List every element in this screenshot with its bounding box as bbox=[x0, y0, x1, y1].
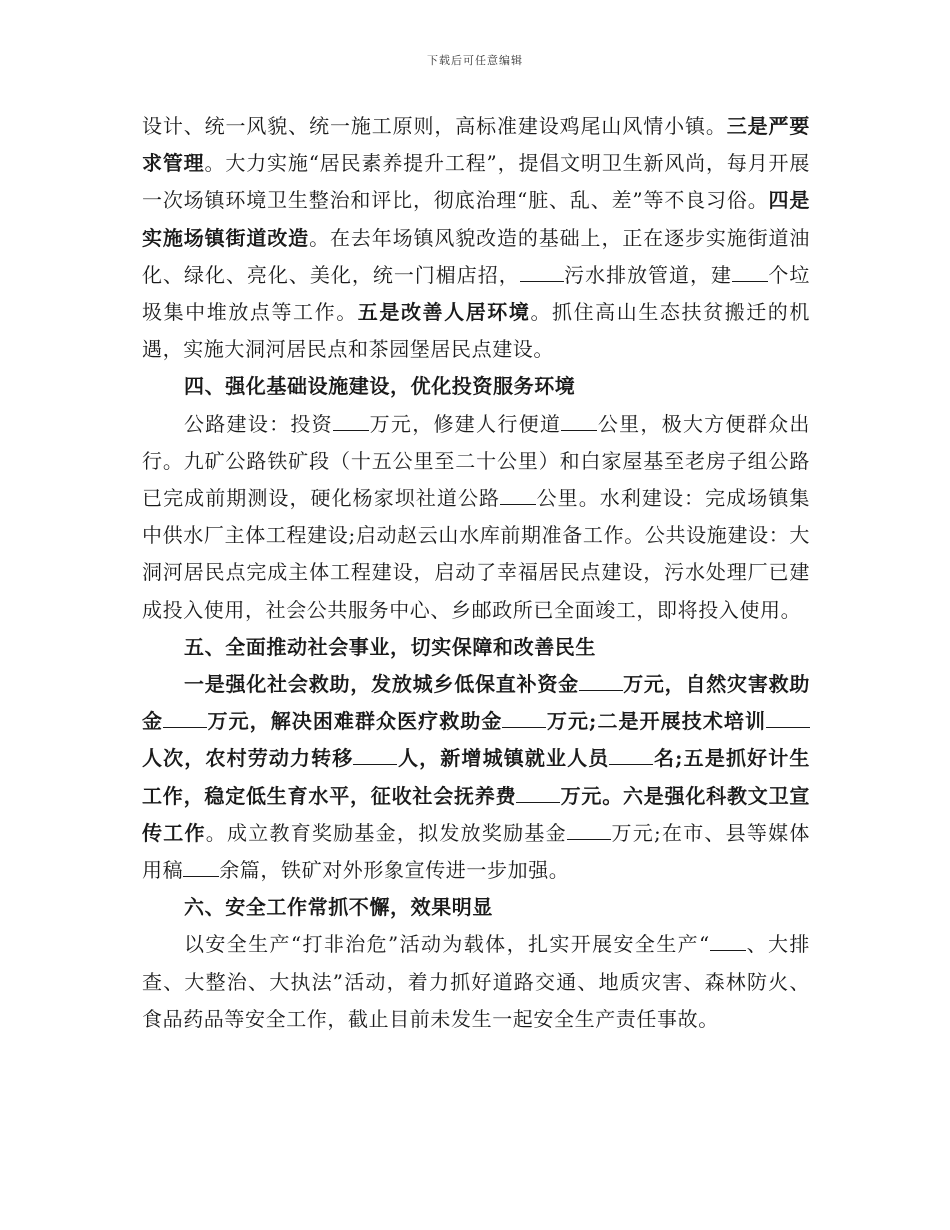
blank-underline bbox=[333, 412, 369, 431]
paragraph-infrastructure bbox=[142, 406, 810, 629]
blank-underline bbox=[516, 784, 560, 803]
bold-span: 四是实施场镇街道改造 bbox=[142, 188, 810, 250]
bold-span: 人次，农村劳动力转移 bbox=[142, 746, 354, 771]
text-span: 。在去年场镇风貌改造的基础上，正在逐步实施街道油化、绿化、亮化、美化，统一门楣店招， bbox=[142, 225, 810, 287]
bold-span: 名;五是抓好计生工作，稳定低生育水平，征收社会抚养费 bbox=[142, 746, 810, 808]
bold-span: 万元;二是开展技术培训 bbox=[546, 709, 767, 734]
bold-span: 万元。六是强化科教文卫宣传工作 bbox=[142, 783, 810, 845]
blank-underline bbox=[766, 709, 810, 728]
bold-span: 万元，自然灾害救助金 bbox=[142, 672, 810, 734]
blank-underline bbox=[183, 858, 219, 877]
blank-underline bbox=[353, 746, 397, 765]
section-heading-6: 六、安全工作常抓不懈，效果明显 bbox=[184, 895, 493, 920]
bold-span: 五是改善人居环境 bbox=[357, 300, 531, 325]
paragraph-safety bbox=[142, 926, 810, 1038]
text-span: 公里。水利建设：完成场镇集中供水厂主体工程建设;启动赵云山水库前期准备工作。公共设施建设：大洞河居民点完成主体工程建设，启动了幸福居民点建设，污水处理厂已建成投入使用，社会公共服务中心、乡邮政所已全面竣工，即将投入使用。 bbox=[142, 486, 810, 622]
blank-underline bbox=[520, 263, 564, 282]
text-span: 以安全生产“打非治危”活动为载体，扎实开展安全生产“ bbox=[184, 932, 710, 957]
text-span: 万元，修建人行便道 bbox=[368, 411, 562, 436]
blank-underline bbox=[163, 709, 207, 728]
text-span: 。大力实施“居民素养提升工程”，提倡文明卫生新风尚，每月开展一次场镇环境卫生整治和评比，彻底治理“脏、乱、差”等不良习俗。 bbox=[142, 151, 810, 213]
section-heading-4: 四、强化基础设施建设，优化投资服务环境 bbox=[184, 374, 576, 399]
bold-span: 一是强化社会救助，发放城乡低保直补资金 bbox=[184, 672, 579, 697]
blank-underline bbox=[732, 263, 768, 282]
text-span: 设计、统一风貌、统一施工原则，高标准建设鸡尾山风情小镇。 bbox=[142, 114, 727, 138]
section-heading-5: 五、全面推动社会事业，切实保障和改善民生 bbox=[184, 634, 596, 659]
text-span: 污水排放管道，建 bbox=[563, 262, 733, 287]
blank-underline bbox=[579, 672, 623, 691]
paragraph-town-construction bbox=[142, 108, 810, 368]
text-span: 余篇，铁矿对外形象宣传进一步加强。 bbox=[219, 858, 570, 883]
text-span: 公路建设：投资 bbox=[184, 411, 333, 436]
bold-span: 三是严要求管理 bbox=[142, 114, 810, 176]
text-span: 。抓住高山生态扶贫搬迁的机遇，实施大洞河居民点和茶园堡居民点建设。 bbox=[142, 300, 810, 362]
text-span: 、大排查、大整治、大执法”活动，着力抓好道路交通、地质灾害、森林防火、食品药品等安全工作，截止目前未发生一起安全生产责任事故。 bbox=[142, 932, 810, 1031]
text-span: 。成立教育奖励基金，拟发放奖励基金 bbox=[205, 820, 567, 845]
page-header-watermark: 下载后可任意编辑 bbox=[427, 54, 523, 67]
blank-underline bbox=[561, 412, 597, 431]
paragraph-social-welfare bbox=[142, 666, 810, 889]
text-span: 万元;在市、县等媒体用稿 bbox=[142, 820, 810, 883]
text-span: 公里，极大方便群众出行。九矿公路铁矿段（十五公里至二十公里）和白家屋基至老房子组公路已完成前期测设，硬化杨家坝社道公路 bbox=[142, 411, 810, 511]
text-span: 个垃圾集中堆放点等工作。 bbox=[142, 262, 810, 325]
document-body bbox=[142, 108, 810, 1038]
bold-span: 人，新增城镇就业人员 bbox=[397, 746, 610, 771]
blank-underline bbox=[567, 821, 611, 840]
blank-underline bbox=[500, 486, 536, 505]
blank-underline bbox=[710, 932, 746, 951]
blank-underline bbox=[502, 709, 546, 728]
bold-span: 万元，解决困难群众医疗救助金 bbox=[207, 709, 503, 734]
blank-underline bbox=[609, 746, 653, 765]
